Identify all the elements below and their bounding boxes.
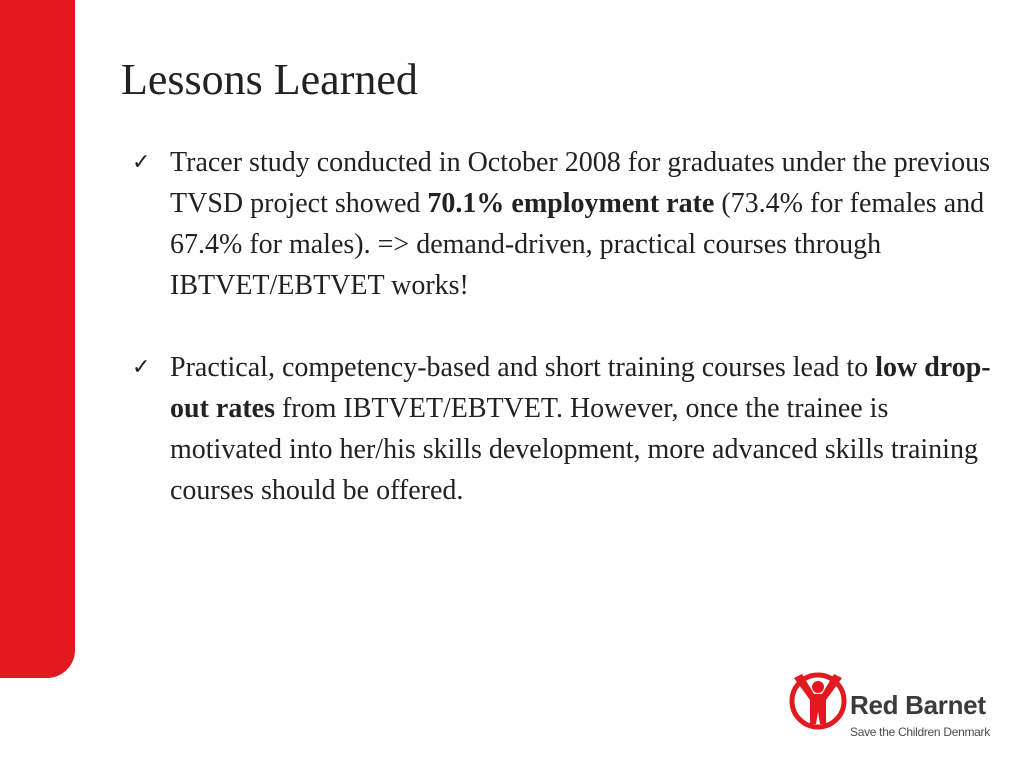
bullet-text-part: from IBTVET/EBTVET. However, once the trainee is motivated into her/his skills development, more advanced skills training courses should be offered. bbox=[170, 393, 978, 506]
bullet-text bbox=[170, 142, 992, 306]
checkmark-icon: ✓ bbox=[132, 150, 151, 175]
red-side-bar bbox=[0, 0, 75, 678]
red-barnet-logo bbox=[788, 668, 1003, 746]
bullet-text bbox=[170, 347, 992, 511]
logo-name: Red Barnet bbox=[850, 690, 986, 720]
save-the-children-figure-icon bbox=[788, 668, 848, 730]
bullet-item bbox=[132, 347, 992, 511]
bullet-text-part: (73.4% for females and 67.4% for males). => demand-driven, practical courses through IBTVET/EBTVET works! bbox=[170, 188, 985, 301]
bullet-item bbox=[132, 142, 992, 306]
slide-title: Lessons Learned bbox=[121, 55, 418, 104]
checkmark-icon: ✓ bbox=[132, 355, 151, 380]
bullet-highlight: 70.1% employment rate bbox=[427, 188, 715, 219]
bullet-highlight: low drop-out rates bbox=[170, 352, 991, 424]
bullet-text-part: Tracer study conducted in October 2008 for graduates under the previous TVSD project showed bbox=[170, 147, 991, 219]
bullet-list bbox=[132, 142, 992, 552]
bullet-text-part: Practical, competency-based and short training courses lead to bbox=[170, 352, 876, 383]
logo-tagline: Save the Children Denmark bbox=[850, 725, 990, 739]
